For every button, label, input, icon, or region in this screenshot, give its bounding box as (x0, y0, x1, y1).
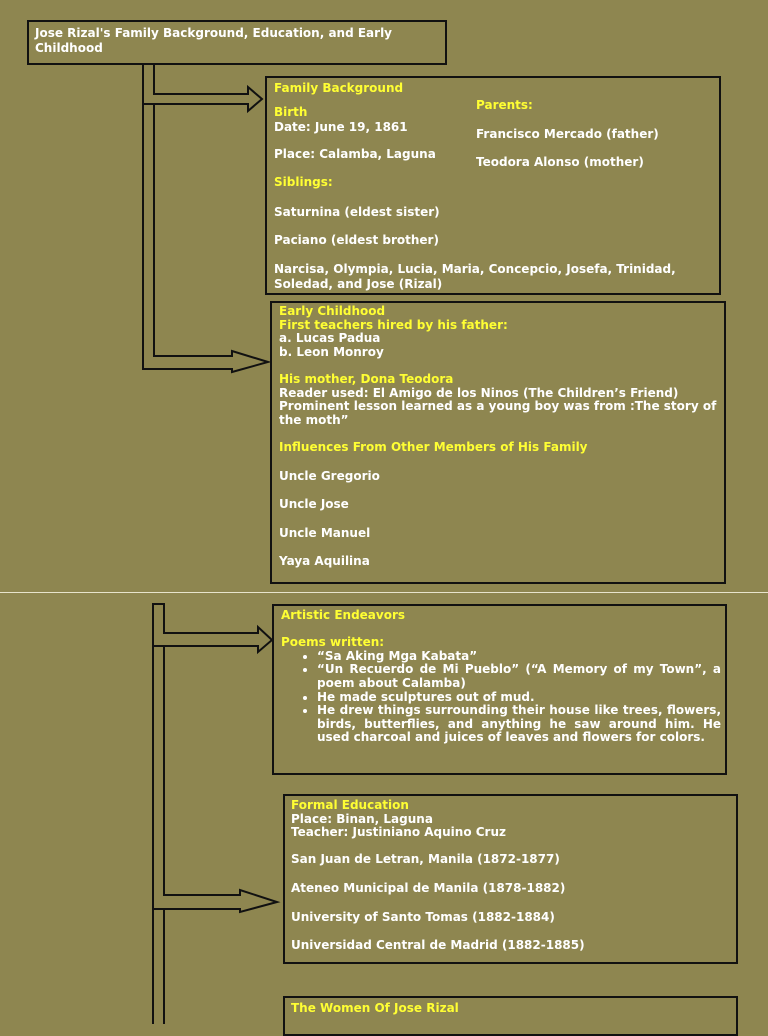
section-divider (0, 592, 768, 593)
connector-trunk-continue (153, 909, 164, 1024)
title-line-2: Childhood (35, 41, 103, 55)
artistic-content (281, 609, 721, 745)
parent-item: Francisco Mercado (father) (476, 127, 659, 141)
early-childhood-content (279, 305, 716, 569)
teacher-item: a. Lucas Padua (279, 331, 381, 346)
family-background-box (265, 76, 721, 295)
artistic-bullet: • He drew things surrounding their house like trees, flowers, birds, butterflies, and anything he saw around him. He used charcoal and juices of leaves and flowers for colors. (317, 704, 721, 745)
siblings-others-line-2: Soledad, and Jose (Rizal) (274, 277, 443, 291)
connector-arrow-family (143, 64, 262, 111)
influence-item: Uncle Manuel (279, 525, 371, 540)
childhood-heading: Early Childhood (279, 304, 386, 318)
sibling-item: Saturnina (eldest sister) (274, 205, 440, 219)
birth-date: Date: June 19, 1861 (274, 120, 408, 134)
artistic-bullet: • “Sa Aking Mga Kabata” (317, 650, 721, 664)
teachers-label: First teachers hired by his father: (279, 317, 508, 332)
connector-arrow-education (153, 646, 277, 912)
lesson-line-1: Prominent lesson learned as a young boy was from :The story of (279, 399, 717, 414)
women-heading: The Women Of Jose Rizal (291, 1001, 459, 1015)
mother-label: His mother, Dona Teodora (279, 371, 454, 386)
lesson-line-2: the moth” (279, 412, 349, 427)
formal-education-box (283, 794, 738, 964)
education-teacher: Teacher: Justiniano Aquino Cruz (291, 825, 506, 840)
school-item: Ateneo Municipal de Manila (1878-1882) (291, 880, 566, 895)
birth-label: Birth (274, 105, 308, 119)
artistic-list (281, 650, 721, 745)
artistic-bullet: • He made sculptures out of mud. (317, 691, 721, 705)
influence-item: Uncle Jose (279, 497, 349, 512)
parents-label: Parents: (476, 98, 533, 112)
title-box (27, 20, 447, 65)
family-heading: Family Background (274, 81, 404, 95)
poems-label: Poems written: (281, 635, 385, 650)
artistic-endeavors-box (272, 604, 727, 775)
school-item: San Juan de Letran, Manila (1872-1877) (291, 852, 560, 867)
early-childhood-box (270, 301, 726, 584)
artistic-heading: Artistic Endeavors (281, 608, 406, 622)
artistic-bullet: • “Un Recuerdo de Mi Pueblo” (“A Memory of my Town”, a poem about Calamba) (317, 663, 721, 690)
connector-arrow-childhood (143, 104, 268, 372)
siblings-others-line-1: Narcisa, Olympia, Lucia, Maria, Concepcio, Josefa, Trinidad, (274, 262, 676, 276)
siblings-label: Siblings: (274, 175, 333, 189)
influence-item: Uncle Gregorio (279, 468, 380, 483)
title-line-1: Jose Rizal's Family Background, Education, and Early (35, 26, 393, 40)
reader-used: Reader used: El Amigo de los Ninos (The Children’s Friend) (279, 385, 679, 400)
birth-place: Place: Calamba, Laguna (274, 147, 436, 161)
school-item: Universidad Central de Madrid (1882-1885) (291, 938, 585, 953)
influences-label: Influences From Other Members of His Family (279, 439, 588, 454)
education-place: Place: Binan, Laguna (291, 811, 433, 826)
parent-item: Teodora Alonso (mother) (476, 155, 644, 169)
school-item: University of Santo Tomas (1882-1884) (291, 909, 555, 924)
influence-item: Yaya Aquilina (279, 554, 370, 569)
education-content (291, 799, 585, 953)
teacher-item: b. Leon Monroy (279, 344, 384, 359)
women-box (283, 996, 738, 1036)
education-heading: Formal Education (291, 798, 409, 812)
connector-arrow-artistic (153, 604, 272, 652)
sibling-item: Paciano (eldest brother) (274, 233, 439, 247)
